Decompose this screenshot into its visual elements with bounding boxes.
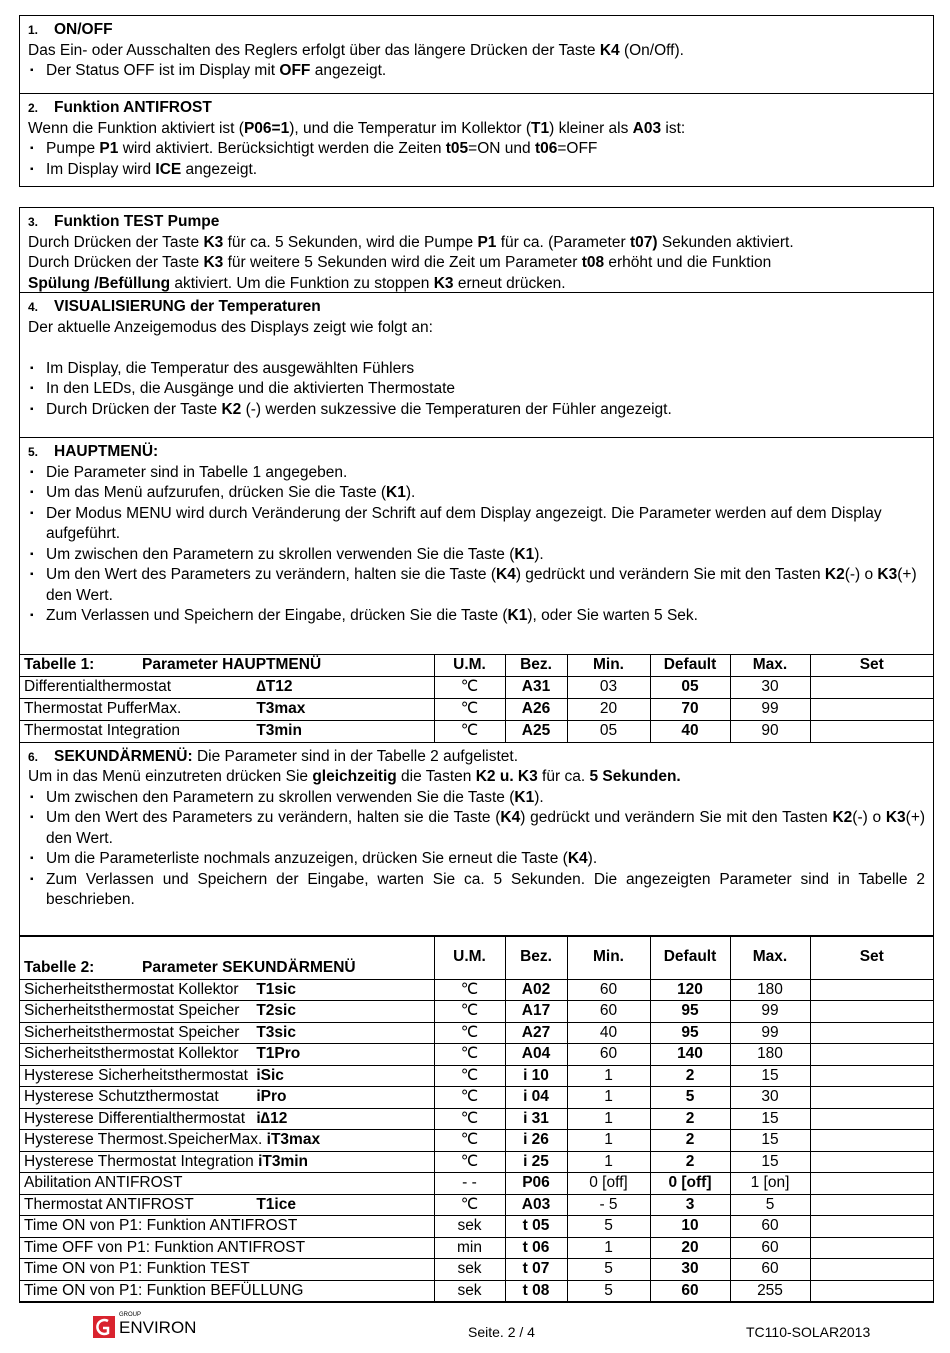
param-set [810, 1151, 933, 1173]
table-row [20, 1173, 933, 1195]
param-set [810, 979, 933, 1001]
param-set [810, 1194, 933, 1216]
param-symbol: ∆T12 [256, 677, 293, 695]
list-item: ▪ Um zwischen den Parametern zu skrollen verwenden Sie die Taste (K1). [28, 545, 925, 566]
param-unit: ℃ [434, 676, 505, 698]
section-title: HAUPTMENÜ: [54, 443, 159, 460]
param-default: 2 [650, 1108, 730, 1130]
table-row [20, 1259, 933, 1281]
table-row [20, 720, 933, 742]
param-min: 60 [567, 1001, 650, 1023]
param-symbol: iPro [256, 1088, 287, 1105]
param-code: A17 [505, 1001, 567, 1023]
param-code: t 06 [505, 1237, 567, 1259]
table-1-hauptmenu [20, 654, 933, 743]
param-symbol: T3max [256, 699, 306, 717]
param-default: 10 [650, 1216, 730, 1238]
param-max: 60 [730, 1237, 810, 1259]
param-unit: ℃ [434, 1065, 505, 1087]
param-max: 30 [730, 1087, 810, 1109]
param-max: 99 [730, 1001, 810, 1023]
table-row [20, 1130, 933, 1152]
param-name: Time OFF von P1: Funktion ANTIFROST [24, 1238, 306, 1256]
list-item: ▪ In den LEDs, die Ausgänge und die aktivierten Thermostate [28, 379, 925, 400]
param-set [810, 1087, 933, 1109]
param-default: 95 [650, 1022, 730, 1044]
section-visualisierung: 4. VISUALISIERUNG der Temperaturen Der aktuelle Anzeigemodus des Displays zeigt wie folgt an: ▪ Im Display, die Temperatur des ausgewählten Fühlers ▪ In den LEDs, die Ausgänge und die aktivierten Thermostate ▪ Durch Drücken der Taste K2 (-) werden sukzessive die Temperaturen der Fühler angezeigt. [20, 293, 933, 438]
param-max: 5 [730, 1194, 810, 1216]
param-code: A04 [505, 1044, 567, 1066]
param-name: Hysterese Sicherheitsthermostat [24, 1066, 248, 1084]
param-code: A02 [505, 979, 567, 1001]
param-name: Hysterese Thermostat Integration [24, 1152, 254, 1170]
param-code: i 25 [505, 1151, 567, 1173]
param-set [810, 1216, 933, 1238]
param-default: 140 [650, 1044, 730, 1066]
table-row [20, 1022, 933, 1044]
section-on-off: 1. ON/OFF Das Ein- oder Ausschalten des Reglers erfolgt über das längere Drücken der Taste K4 (On/Off). ▪ Der Status OFF ist im Display mit OFF angezeigt. [20, 16, 933, 94]
box-sections-1-2 [19, 15, 934, 187]
list-item: ▪ Der Status OFF ist im Display mit OFF angezeigt. [28, 61, 925, 82]
param-symbol: T3min [256, 721, 302, 739]
table-row [20, 1216, 933, 1238]
param-name: Hysterese Schutzthermostat [24, 1088, 219, 1105]
param-symbol: T3sic [256, 1023, 296, 1041]
table-row [20, 698, 933, 720]
param-name: Sicherheitsthermostat Kollektor [24, 980, 239, 998]
param-code: P06 [505, 1173, 567, 1195]
param-min: 1 [567, 1108, 650, 1130]
param-name: Time ON von P1: Funktion ANTIFROST [24, 1217, 298, 1234]
param-min: 05 [567, 720, 650, 742]
param-max: 180 [730, 979, 810, 1001]
param-symbol: T1Pro [256, 1045, 301, 1062]
param-set [810, 720, 933, 742]
param-code: t 08 [505, 1280, 567, 1302]
param-max: 15 [730, 1151, 810, 1173]
param-unit: ℃ [434, 1194, 505, 1216]
param-name: Hysterese Differentialthermostat [24, 1109, 246, 1127]
param-max: 60 [730, 1259, 810, 1281]
table-row [20, 1108, 933, 1130]
param-default: 95 [650, 1001, 730, 1023]
list-item: ▪ Pumpe P1 wird aktiviert. Berücksichtigt werden die Zeiten t05=ON und t06=OFF [28, 139, 925, 160]
param-default: 20 [650, 1237, 730, 1259]
param-set [810, 1280, 933, 1302]
param-name: Thermostat ANTIFROST [24, 1195, 194, 1213]
param-code: i 26 [505, 1130, 567, 1152]
param-name: Sicherheitsthermostat Speicher [24, 1002, 240, 1019]
param-default: 5 [650, 1087, 730, 1109]
box-sections-3-6 [19, 207, 934, 1303]
param-max: 60 [730, 1216, 810, 1238]
section-antifrost: 2. Funktion ANTIFROST Wenn die Funktion aktiviert ist (P06=1), und die Temperatur im Kollektor (T1) kleiner als A03 ist: ▪ Pumpe P1 wird aktiviert. Berücksichtigt werden die Zeiten t05=ON und t06=OFF ▪ Im Display wird ICE angezeigt. [20, 94, 933, 186]
param-name: Time ON von P1: Funktion BEFÜLLUNG [24, 1281, 304, 1299]
list-item: ▪ Zum Verlassen und Speichern der Eingabe, drücken Sie die Taste (K1), oder Sie warten 5 Sek. [28, 606, 925, 627]
param-default: 30 [650, 1259, 730, 1281]
param-name: Time ON von P1: Funktion TEST [24, 1260, 250, 1277]
param-name: Sicherheitsthermostat Speicher [24, 1023, 240, 1041]
param-unit: ℃ [434, 720, 505, 742]
param-name: Abilitation ANTIFROST [24, 1174, 183, 1191]
table-row [20, 1087, 933, 1109]
table-row [20, 1237, 933, 1259]
section-sekundarmenu: 6. SEKUNDÄRMENÜ: Die Parameter sind in der Tabelle 2 aufgelistet. Um in das Menü einzutreten drücken Sie gleichzeitig die Tasten K2 u. K3 für ca. 5 Sekunden. ▪ Um zwischen den Parametern zu skrollen verwenden Sie die Taste (K1). ▪ Um den Wert des Parameters zu verändern, halten sie die Taste (K4) gedrückt und verändern Sie mit den Tasten K2(-) o K3(+) den Wert. ▪ Um die Parameterliste nochmals anzuzeigen, drücken Sie erneut die Taste (K4). ▪ Zum Verlassen und Speichern der Eingabe, warten Sie ca. 5 Sekunden. Die angezeigten Parameter sind in Tabelle 2 beschrieben. [20, 743, 933, 936]
list-item: ▪ Die Parameter sind in Tabelle 1 angegeben. [28, 463, 925, 484]
param-set [810, 1065, 933, 1087]
param-min: 5 [567, 1259, 650, 1281]
param-set [810, 1001, 933, 1023]
section-test-pumpe: 3. Funktion TEST Pumpe Durch Drücken der Taste K3 für ca. 5 Sekunden, wird die Pumpe P1 für ca. (Parameter t07) Sekunden aktiviert. Durch Drücken der Taste K3 für weitere 5 Sekunden wird die Zeit um Parameter t08 erhöht und die Funktion Spülung /Befüllung aktiviert. Um die Funktion zu stoppen K3 erneut drücken. [20, 208, 933, 293]
param-code: A26 [505, 698, 567, 720]
param-min: 60 [567, 979, 650, 1001]
param-min: 5 [567, 1216, 650, 1238]
param-min: 1 [567, 1130, 650, 1152]
param-max: 15 [730, 1130, 810, 1152]
list-item: ▪ Im Display wird ICE angezeigt. [28, 160, 925, 181]
table-row [20, 676, 933, 698]
param-code: i 31 [505, 1108, 567, 1130]
param-unit: sek [434, 1280, 505, 1302]
param-code: t 05 [505, 1216, 567, 1238]
param-name: Sicherheitsthermostat Kollektor [24, 1045, 239, 1062]
param-set [810, 698, 933, 720]
param-code: t 07 [505, 1259, 567, 1281]
param-max: 30 [730, 676, 810, 698]
param-symbol: i∆12 [256, 1109, 288, 1127]
environ-logo-icon [93, 1316, 115, 1338]
param-unit: sek [434, 1259, 505, 1281]
list-item: ▪ Um den Wert des Parameters zu verändern, halten sie die Taste (K4) gedrückt und verändern Sie mit den Tasten K2(-) o K3(+) den Wert. [28, 565, 925, 606]
param-unit: ℃ [434, 1001, 505, 1023]
param-name: Hysterese Thermost.SpeicherMax. [24, 1131, 263, 1148]
param-unit: ℃ [434, 1130, 505, 1152]
table-row [20, 1001, 933, 1023]
param-min: 03 [567, 676, 650, 698]
table-row [20, 1280, 933, 1302]
param-default: 2 [650, 1151, 730, 1173]
param-name: Differentialthermostat [24, 677, 172, 695]
param-min: 1 [567, 1151, 650, 1173]
param-unit: ℃ [434, 979, 505, 1001]
param-default: 3 [650, 1194, 730, 1216]
param-min: 1 [567, 1087, 650, 1109]
param-name: Thermostat PufferMax. [24, 699, 182, 717]
param-max: 15 [730, 1065, 810, 1087]
param-set [810, 1237, 933, 1259]
list-item: ▪ Um zwischen den Parametern zu skrollen verwenden Sie die Taste (K1). [28, 788, 925, 809]
param-min: 1 [567, 1065, 650, 1087]
param-default: 70 [650, 698, 730, 720]
param-min: 60 [567, 1044, 650, 1066]
param-default: 60 [650, 1280, 730, 1302]
param-set [810, 1022, 933, 1044]
section-title: SEKUNDÄRMENÜ: [54, 747, 193, 765]
param-code: A31 [505, 676, 567, 698]
table-row [20, 1044, 933, 1066]
param-unit: ℃ [434, 1108, 505, 1130]
param-min: 1 [567, 1237, 650, 1259]
param-max: 90 [730, 720, 810, 742]
param-symbol: iSic [256, 1066, 284, 1084]
param-symbol: iT3min [258, 1152, 309, 1170]
param-max: 180 [730, 1044, 810, 1066]
param-set [810, 676, 933, 698]
list-item: ▪ Im Display, die Temperatur des ausgewählten Fühlers [28, 359, 925, 380]
param-symbol: T1ice [256, 1195, 296, 1213]
param-min: - 5 [567, 1194, 650, 1216]
param-min: 5 [567, 1280, 650, 1302]
param-default: 05 [650, 676, 730, 698]
section-title: ON/OFF [54, 21, 113, 38]
table-header-row: Tabelle 2: Parameter SEKUNDÄRMENÜ U.M. Bez. Min. Default Max. Set [20, 936, 933, 979]
table-row [20, 979, 933, 1001]
section-title: Funktion TEST Pumpe [54, 213, 220, 230]
table-row [20, 1151, 933, 1173]
param-symbol: T2sic [256, 1002, 296, 1019]
param-set [810, 1130, 933, 1152]
param-set [810, 1173, 933, 1195]
param-unit: ℃ [434, 698, 505, 720]
param-unit: ℃ [434, 1044, 505, 1066]
param-max: 99 [730, 698, 810, 720]
param-max: 15 [730, 1108, 810, 1130]
param-set [810, 1108, 933, 1130]
table-2-sekundarmenu [20, 936, 933, 1303]
param-set [810, 1259, 933, 1281]
param-max: 99 [730, 1022, 810, 1044]
param-code: i 04 [505, 1087, 567, 1109]
param-unit: ℃ [434, 1151, 505, 1173]
param-default: 0 [off] [650, 1173, 730, 1195]
list-item: ▪ Um das Menü aufzurufen, drücken Sie die Taste (K1). [28, 483, 925, 504]
section-title: VISUALISIERUNG der Temperaturen [54, 298, 321, 315]
table-row [20, 1194, 933, 1216]
list-item: ▪ Der Modus MENU wird durch Veränderung der Schrift auf dem Display angezeigt. Die Parameter werden auf dem Display aufgeführt. [28, 504, 925, 545]
list-item: ▪ Um die Parameterliste nochmals anzuzeigen, drücken Sie erneut die Taste (K4). [28, 849, 925, 870]
param-name: Thermostat Integration [24, 721, 180, 739]
param-unit: - - [434, 1173, 505, 1195]
page-footer [0, 1312, 950, 1348]
param-set [810, 1044, 933, 1066]
page-number: Seite. 2 / 4 [468, 1324, 535, 1340]
param-unit: ℃ [434, 1087, 505, 1109]
list-item: ▪ Zum Verlassen und Speichern der Eingabe, warten Sie ca. 5 Sekunden. Die angezeigten Parameter sind in Tabelle 2 beschrieben. [28, 870, 925, 911]
param-default: 40 [650, 720, 730, 742]
param-symbol: T1sic [256, 980, 296, 998]
param-default: 2 [650, 1130, 730, 1152]
param-max: 1 [on] [730, 1173, 810, 1195]
param-code: A25 [505, 720, 567, 742]
list-item: ▪ Durch Drücken der Taste K2 (-) werden sukzessive die Temperaturen der Fühler angezeigt. [28, 400, 925, 421]
param-min: 20 [567, 698, 650, 720]
section-title: Funktion ANTIFROST [54, 99, 212, 116]
logo-group-text: GROUP [119, 1312, 142, 1318]
document-code: TC110-SOLAR2013 [746, 1324, 871, 1340]
param-default: 2 [650, 1065, 730, 1087]
param-symbol: iT3max [266, 1131, 321, 1148]
param-unit: ℃ [434, 1022, 505, 1044]
param-unit: min [434, 1237, 505, 1259]
param-code: A03 [505, 1194, 567, 1216]
param-code: A27 [505, 1022, 567, 1044]
param-code: i 10 [505, 1065, 567, 1087]
logo-brand-text: ENVIRON [119, 1318, 197, 1337]
environ-logo [93, 1312, 213, 1338]
section-hauptmenu: 5. HAUPTMENÜ: ▪ Die Parameter sind in Tabelle 1 angegeben. ▪ Um das Menü aufzurufen, drücken Sie die Taste (K1). ▪ Der Modus MENU wird durch Veränderung der Schrift auf dem Display angezeigt. Die Parameter werden auf dem Display aufgeführt. ▪ Um zwischen den Parametern zu skrollen verwenden Sie die Taste (K1). ▪ Um den Wert des Parameters zu verändern, halten sie die Taste (K4) gedrückt und verändern Sie mit den Tasten K2(-) o K3(+) den Wert. ▪ Zum Verlassen und Speichern der Eingabe, drücken Sie die Taste (K1), oder Sie warten 5 Sek. [20, 438, 933, 655]
param-max: 255 [730, 1280, 810, 1302]
param-min: 40 [567, 1022, 650, 1044]
table-header-row: Tabelle 1: Parameter HAUPTMENÜ U.M. Bez. Min. Default Max. Set [20, 655, 933, 677]
param-min: 0 [off] [567, 1173, 650, 1195]
table-row [20, 1065, 933, 1087]
param-unit: sek [434, 1216, 505, 1238]
list-item: ▪ Um den Wert des Parameters zu verändern, halten sie die Taste (K4) gedrückt und verändern Sie mit den Tasten K2(-) o K3(+) den Wert. [28, 808, 925, 849]
param-default: 120 [650, 979, 730, 1001]
